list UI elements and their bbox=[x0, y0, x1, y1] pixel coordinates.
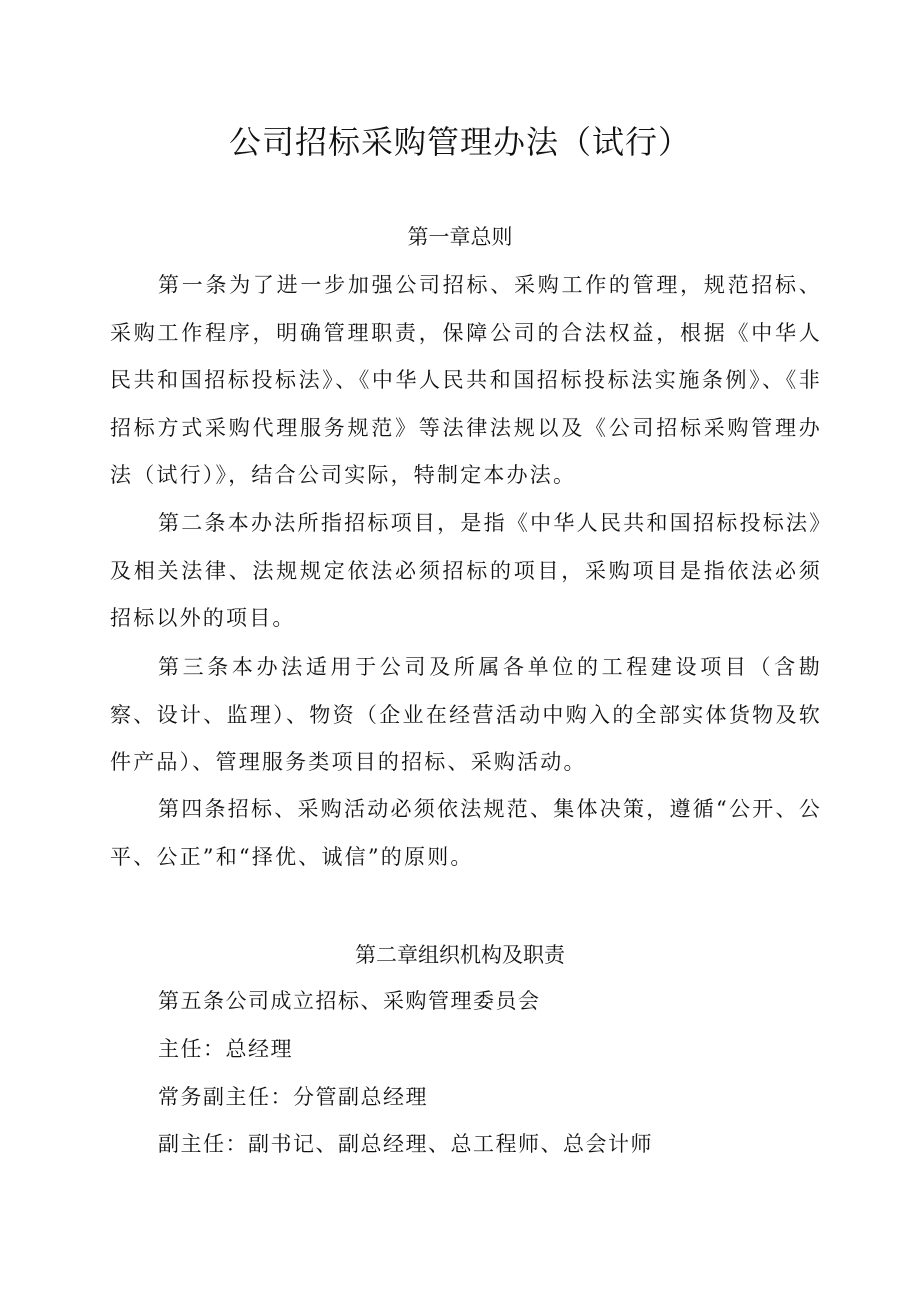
committee-deputies: 副主任：副书记、副总经理、总工程师、总会计师 bbox=[158, 1132, 653, 1156]
article-2-paragraph: 第二条本办法所指招标项目，是指《中华人民共和国招标投标法》及相关法律、法规规定依法必须招标的项目，采购项目是指依法必须招标以外的项目。 bbox=[110, 511, 822, 630]
committee-executive-deputy: 常务副主任：分管副总经理 bbox=[158, 1085, 428, 1109]
chapter-2-heading: 第二章组织机构及职责 bbox=[355, 943, 565, 967]
chapter-1-heading: 第一章总则 bbox=[407, 225, 513, 249]
article-3-paragraph: 第三条本办法适用于公司及所属各单位的工程建设项目（含勘察、设计、监理）、物资（企业在经营活动中购入的全部实体货物及软件产品）、管理服务类项目的招标、采购活动。 bbox=[110, 655, 822, 774]
document-title: 公司招标采购管理办法（试行） bbox=[228, 123, 691, 161]
article-1-paragraph: 第一条为了进一步加强公司招标、采购工作的管理，规范招标、采购工作程序，明确管理职责，保障公司的合法权益，根据《中华人民共和国招标投标法》、《中华人民共和国招标投标法实施条例》、《非招标方式采购代理服务规范》等法律法规以及《公司招标采购管理办法（试行）》，结合公司实际，特制定本办法。 bbox=[110, 273, 822, 487]
article-5-paragraph: 第五条公司成立招标、采购管理委员会 bbox=[158, 989, 541, 1013]
article-4-paragraph: 第四条招标、采购活动必须依法规范、集体决策，遵循“公开、公平、公正”和“择优、诚信”的原则。 bbox=[110, 797, 822, 869]
committee-director: 主任：总经理 bbox=[158, 1037, 293, 1061]
